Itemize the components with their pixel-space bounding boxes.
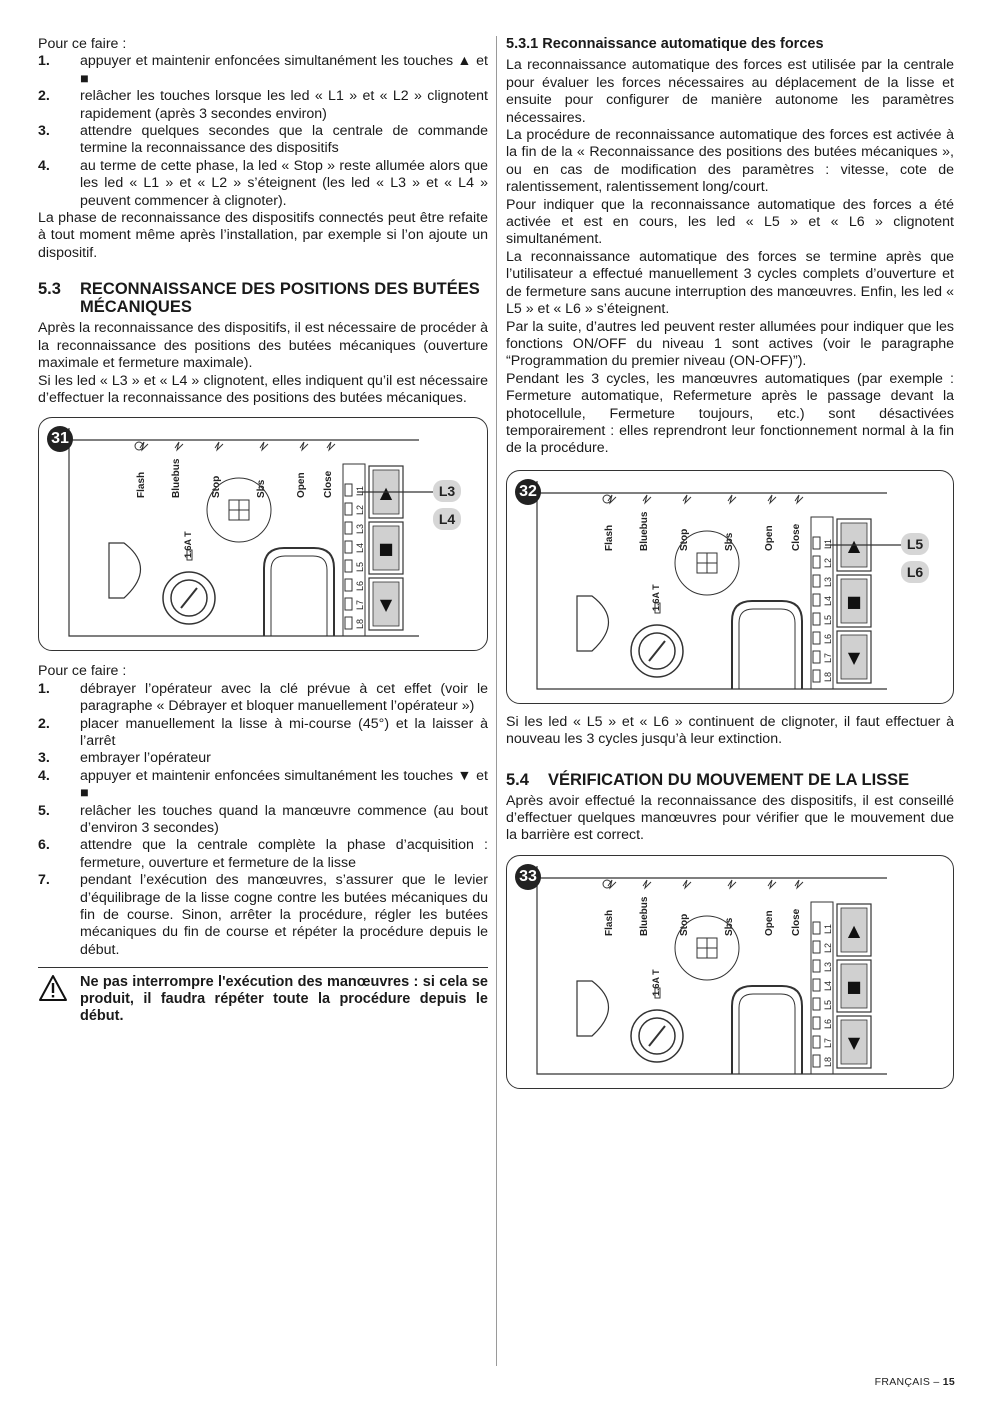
figure-number: 33 (515, 864, 541, 890)
terminal-label: Close (791, 908, 802, 936)
figure-32 (506, 470, 954, 704)
terminal-label: Close (323, 471, 334, 499)
terminal-label: Flash (604, 909, 615, 936)
led-label: L2 (823, 557, 833, 568)
terminal-symbol (795, 880, 803, 888)
led-box (345, 579, 352, 591)
led-box (345, 522, 352, 534)
figure-33 (506, 855, 954, 1089)
led-label: L6 (355, 581, 365, 592)
led-label: L8 (823, 671, 833, 682)
terminal-symbol (260, 442, 268, 450)
led-label: L6 (823, 1018, 833, 1029)
led-label: L7 (823, 652, 833, 663)
led-box (345, 560, 352, 572)
step-text: relâcher les touches lorsque les led « L1 » et « L2 » clignotent rapidement (après 3 secondes environ) (80, 88, 488, 122)
list-item (38, 123, 488, 158)
terminal-label: Sbs (724, 917, 735, 936)
led-label: L1 (823, 923, 833, 934)
steps-list-2 (38, 681, 488, 960)
step-number: 5. (38, 802, 50, 819)
terminal-label: Stop (679, 913, 690, 936)
led-label: L4 (823, 595, 833, 606)
step-number: 3. (38, 123, 50, 140)
button-symbol: ▼ (379, 595, 393, 615)
paragraph: Après la reconnaissance des dispositifs, il est nécessaire de procéder à la reconnaissance des positions des butées mécaniques (ouverture maximale et fermeture maximale). (38, 320, 488, 372)
step-number: 3. (38, 750, 50, 767)
led-label: L6 (823, 633, 833, 644)
led-label: L7 (355, 600, 365, 611)
button-symbol: ▼ (847, 647, 861, 667)
figure-31 (38, 417, 488, 651)
column-divider (496, 36, 497, 1366)
led-label: L2 (823, 942, 833, 953)
terminal-symbol (215, 442, 223, 450)
step-text: placer manuellement la lisse à mi-course (45°) et la laisser à l’arrêt (80, 715, 488, 749)
terminal-label: Stop (211, 476, 222, 499)
led-label: L1 (823, 538, 833, 549)
paragraph: La procédure de reconnaissance automatique des forces est activée à la fin de la « Reconnaissance des positions des butées mécaniques », ou en cas de modification des paramètres : vitesse, cote de ralentissement, ralentissement long/court. (506, 127, 954, 196)
led-label: L4 (823, 980, 833, 991)
led-box (345, 484, 352, 496)
terminal-label: Stop (679, 528, 690, 551)
housing-dome (577, 596, 609, 651)
step-text: débrayer l’opérateur avec la clé prévue à cet effet (voir le paragraphe « Débrayer et bloquer manuellement l’opérateur ») (80, 680, 488, 715)
terminal-label: Sbs (724, 532, 735, 551)
step-text: embrayer l’opérateur (80, 750, 211, 767)
step-number: 6. (38, 837, 50, 854)
intro-text: Pour ce faire : (38, 663, 127, 680)
terminal-label: Bluebus (171, 458, 182, 499)
led-label: L5 (823, 999, 833, 1010)
paragraph: Si les led « L3 » et « L4 » clignotent, elles indiquent qu’il est nécessaire d’effectuer la reconnaissance des positions des butées mécaniques. (38, 372, 488, 406)
button-symbol: ▼ (847, 1032, 861, 1052)
terminal-symbol (175, 442, 183, 450)
led-box (813, 575, 820, 587)
step-text: au terme de cette phase, la led « Stop » reste allumée alors que les led « L1 » et « L2 » s’éteignent (les led « L3 » et « L4 » peuvent commencer à clignoter). (80, 157, 488, 209)
led-box (345, 503, 352, 515)
paragraph: Pour indiquer que la reconnaissance automatique des forces a été activée et est en cours, les led « L5 » et « L6 » clignotent simultanément. (506, 196, 954, 248)
paragraph: Si les led « L5 » et « L6 » continuent de clignoter, il faut effectuer à nouveau les 3 cycles jusqu’à leur extinction. (506, 713, 954, 748)
page-number: 15 (942, 1376, 955, 1388)
terminal-symbol (728, 880, 736, 888)
led-label: L3 (355, 524, 365, 535)
step-text: attendre quelques secondes que la centrale de commande termine la reconnaissance des dispositifs (80, 123, 488, 157)
figure-number: 31 (47, 426, 73, 452)
list-item (38, 750, 488, 767)
led-box (813, 632, 820, 644)
board-group (537, 866, 887, 1074)
section-number: 5.4 (506, 770, 529, 789)
terminal-label: Open (296, 472, 307, 499)
intro-text: Pour ce faire : (38, 36, 127, 52)
list-item (38, 837, 488, 872)
step-number: 7. (38, 872, 50, 889)
section-heading-5-4 (506, 771, 954, 789)
callout-label: L3 (438, 483, 456, 500)
list-item (38, 716, 488, 751)
board-edge (537, 481, 887, 689)
step-number: 2. (38, 715, 50, 732)
page-footer (875, 1374, 955, 1391)
button-symbol: ■ (846, 976, 862, 996)
right-column (506, 36, 954, 1089)
board-svg (507, 471, 953, 703)
callout-label: L6 (906, 563, 924, 580)
callout-label: L4 (438, 511, 456, 528)
terminal-symbol (768, 880, 776, 888)
lever-housing-inner (739, 994, 795, 1074)
figure-number: 32 (515, 479, 541, 505)
lever-housing (732, 986, 802, 1074)
board-group (537, 481, 929, 689)
led-box (813, 537, 820, 549)
step-number: 4. (38, 767, 50, 784)
key-slot (649, 641, 665, 661)
list-item (38, 88, 488, 123)
led-label: L4 (355, 543, 365, 554)
step-text: attendre que la centrale complète la phase d’acquisition : fermeture, ouverture et fermeture de la lisse (80, 837, 488, 871)
key-slot (649, 1026, 665, 1046)
subsection-title: 5.3.1 Reconnaissance automatique des forces (506, 36, 824, 52)
led-box (813, 670, 820, 682)
led-box (345, 541, 352, 553)
fuse-label: 1.6A T (651, 584, 661, 611)
section-number: 5.3 (38, 280, 61, 299)
list-item (38, 803, 488, 838)
led-box (345, 617, 352, 629)
led-label: L5 (355, 562, 365, 573)
terminal-symbol (728, 495, 736, 503)
led-label: L1 (355, 486, 365, 497)
led-box (813, 998, 820, 1010)
button-symbol: ■ (846, 591, 862, 611)
callout-label: L5 (906, 535, 924, 552)
led-box (345, 598, 352, 610)
led-box (813, 1017, 820, 1029)
led-label: L3 (823, 961, 833, 972)
led-label: L3 (823, 576, 833, 587)
terminal-label: Bluebus (639, 511, 650, 551)
led-label: L5 (823, 614, 833, 625)
footer-language: FRANÇAIS – (874, 1376, 943, 1388)
warning-box (38, 967, 488, 1025)
paragraph: Après avoir effectué la reconnaissance des dispositifs, il est conseillé d’effectuer quelques manœuvres pour vérifier que le mouvement due la barrière est correct. (506, 792, 954, 844)
section-heading-5-3 (38, 280, 488, 316)
led-box (813, 651, 820, 663)
terminal-label: Sbs (256, 479, 267, 499)
terminal-label: Close (791, 523, 802, 551)
terminal-symbol (327, 442, 335, 450)
key-slot (181, 588, 197, 608)
led-label: L8 (823, 1056, 833, 1067)
led-label: L8 (355, 619, 365, 630)
paragraph: Par la suite, d’autres led peuvent rester allumées pour indiquer que les fonctions ON/OFF du niveau 1 sont actives (voir le paragraphe “Programmation du premier niveau (ON-OFF)”). (506, 318, 954, 370)
steps-list-1 (38, 53, 488, 210)
board-edge (537, 866, 887, 1074)
fuse-label: 1.6A T (651, 969, 661, 996)
terminal-symbol (768, 495, 776, 503)
lever-housing-inner (271, 556, 327, 636)
step-text: appuyer et maintenir enfoncées simultanément les touches ▲ et ■ (80, 53, 488, 87)
list-item (38, 681, 488, 716)
terminal-symbol (795, 495, 803, 503)
board-group (69, 428, 461, 636)
list-item (38, 158, 488, 210)
step-text: pendant l’exécution des manœuvres, s’assurer que le levier d’équilibrage de la lisse cogne contre les butées mécaniques du fin de course. Sinon, arrêter la procédure, régler les butées mécaniques du fin de course et répéter la procédure depuis le début. (80, 872, 488, 958)
led-box (813, 960, 820, 972)
led-box (813, 922, 820, 934)
paragraph: La reconnaissance automatique des forces est utilisée par la centrale pour évaluer les forces nécessaires au déplacement de la lisse et ensuite pour configurer de manière autonome les paramètres nécessaires. (506, 57, 954, 126)
lever-housing (264, 548, 334, 636)
terminal-label: Flash (604, 524, 615, 551)
step-number: 1. (38, 53, 50, 70)
housing-dome (577, 981, 609, 1036)
terminal-label: Open (764, 910, 775, 936)
terminal-symbol (300, 442, 308, 450)
led-box (813, 1055, 820, 1067)
led-box (813, 941, 820, 953)
step-text: appuyer et maintenir enfoncées simultanément les touches ▼ et ■ (80, 767, 488, 802)
terminal-label: Open (764, 525, 775, 551)
terminal-label: Bluebus (639, 896, 650, 936)
terminal-label: Flash (136, 472, 147, 499)
terminal-symbol (683, 495, 691, 503)
led-box (813, 1036, 820, 1048)
terminal-symbol (683, 880, 691, 888)
button-symbol: ■ (378, 539, 394, 559)
step-number: 2. (38, 88, 50, 105)
led-box (813, 594, 820, 606)
step-number: 4. (38, 157, 50, 174)
button-symbol: ▲ (847, 535, 861, 555)
step-text: relâcher les touches quand la manœuvre commence (au bout d’environ 3 secondes) (80, 802, 488, 836)
step-number: 1. (38, 680, 50, 697)
paragraph: La phase de reconnaissance des dispositifs connectés peut être refaite à tout moment même après l’installation, par exemple si l’on ajoute un dispositif. (38, 210, 488, 261)
fuse-label: 1.6A T (183, 531, 193, 559)
paragraph: Pendant les 3 cycles, les manœuvres automatiques (par exemple : Fermeture automatique, Refermeture après le passage devant la photocellule, Fermeture toujours, etc.) sont désactivées temporairement : elles reprendront leur fonctionnement normal à la fin de la procédure. (506, 370, 954, 457)
list-item (38, 53, 488, 88)
list-item (38, 768, 488, 803)
terminal-symbol (643, 495, 651, 503)
housing-dome (109, 543, 141, 598)
led-box (813, 979, 820, 991)
button-symbol: ▲ (379, 483, 393, 503)
board-svg (507, 856, 953, 1088)
lever-housing (732, 601, 802, 689)
paragraph: La reconnaissance automatique des forces se termine après que l’utilisateur a effectué manuellement 3 cycles complets d’ouverture et de fermeture sans aucune interruption des manœuvres. Enfin, les led « L5 » et « L6 » s’éteignent. (506, 248, 954, 318)
warning-icon (38, 974, 80, 1025)
list-item (38, 872, 488, 959)
terminal-symbol (643, 880, 651, 888)
section-title: VÉRIFICATION DU MOUVEMENT DE LA LISSE (548, 770, 910, 789)
button-symbol: ▲ (847, 920, 861, 940)
led-label: L2 (355, 505, 365, 516)
board-svg (39, 418, 485, 650)
left-column (38, 36, 488, 1025)
board-edge (69, 428, 419, 636)
led-box (813, 556, 820, 568)
section-title: RECONNAISSANCE DES POSITIONS DES BUTÉES MÉCANIQUES (80, 280, 480, 317)
led-box (813, 613, 820, 625)
lever-housing-inner (739, 609, 795, 689)
led-label: L7 (823, 1037, 833, 1048)
warning-text: Ne pas interrompre l'exécution des manœuvres : si cela se produit, il faudra répéter toute la procédure depuis le début. (80, 974, 488, 1025)
